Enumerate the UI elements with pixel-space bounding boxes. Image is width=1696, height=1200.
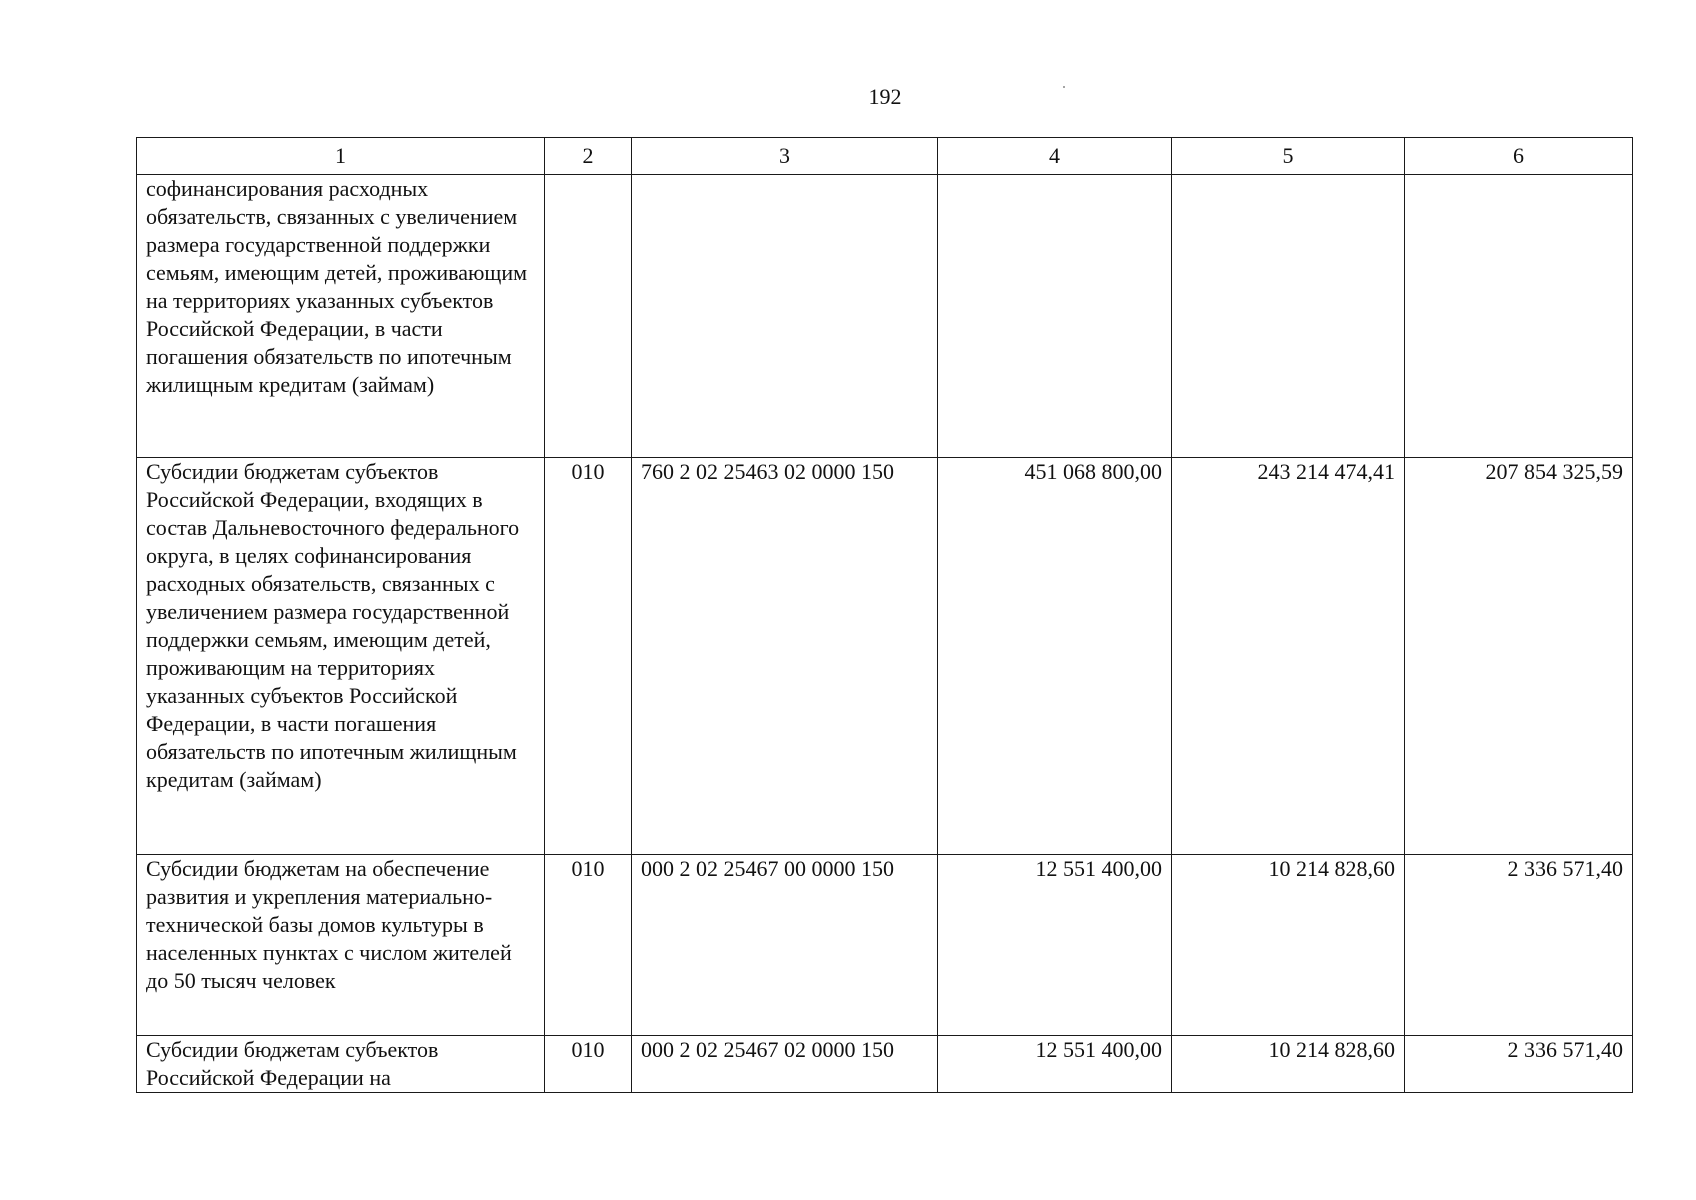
row-unexecuted: 207 854 325,59 (1405, 458, 1633, 855)
row-budget-code: 000 2 02 25467 00 0000 150 (632, 855, 938, 1036)
row-unexecuted (1405, 175, 1633, 458)
table-row (137, 175, 1633, 458)
row-executed: 10 214 828,60 (1172, 1036, 1405, 1093)
row-approved: 12 551 400,00 (938, 1036, 1172, 1093)
column-header-3: 3 (632, 138, 938, 175)
row-approved: 12 551 400,00 (938, 855, 1172, 1036)
row-budget-code (632, 175, 938, 458)
table-row (137, 855, 1633, 1036)
row-line-code: 010 (545, 458, 632, 855)
row-name: Субсидии бюджетам субъектов Российской Федерации, входящих в состав Дальневосточного федерального округа, в целях софинансирования расходных обязательств, связанных с увеличением размера государственной поддержки семьям, имеющим детей, проживающим на территориях указанных субъектов Российской Федерации, в части погашения обязательств по ипотечным жилищным кредитам (займам) (137, 458, 545, 855)
budget-execution-table (136, 137, 1633, 1093)
row-executed (1172, 175, 1405, 458)
row-line-code (545, 175, 632, 458)
table-header-row (137, 138, 1633, 175)
table-row (137, 1036, 1633, 1093)
column-header-4: 4 (938, 138, 1172, 175)
row-executed: 10 214 828,60 (1172, 855, 1405, 1036)
row-budget-code: 000 2 02 25467 02 0000 150 (632, 1036, 938, 1093)
column-header-5: 5 (1172, 138, 1405, 175)
row-approved (938, 175, 1172, 458)
row-name: софинансирования расходных обязательств, связанных с увеличением размера государственной поддержки семьям, имеющим детей, проживающим на территориях указанных субъектов Российской Федерации, в части погашения обязательств по ипотечным жилищным кредитам (займам) (137, 175, 545, 458)
row-name: Субсидии бюджетам на обеспечение развития и укрепления материально-технической базы домов культуры в населенных пунктах с числом жителей до 50 тысяч человек (137, 855, 545, 1036)
row-line-code: 010 (545, 855, 632, 1036)
column-header-2: 2 (545, 138, 632, 175)
row-unexecuted: 2 336 571,40 (1405, 1036, 1633, 1093)
scan-speck (1063, 86, 1065, 88)
row-executed: 243 214 474,41 (1172, 458, 1405, 855)
row-budget-code: 760 2 02 25463 02 0000 150 (632, 458, 938, 855)
row-line-code: 010 (545, 1036, 632, 1093)
page-number: 192 (868, 84, 902, 109)
column-header-1: 1 (137, 138, 545, 175)
column-header-6: 6 (1405, 138, 1633, 175)
row-unexecuted: 2 336 571,40 (1405, 855, 1633, 1036)
table-row (137, 458, 1633, 855)
row-name: Субсидии бюджетам субъектов Российской Федерации на (137, 1036, 545, 1093)
row-approved: 451 068 800,00 (938, 458, 1172, 855)
